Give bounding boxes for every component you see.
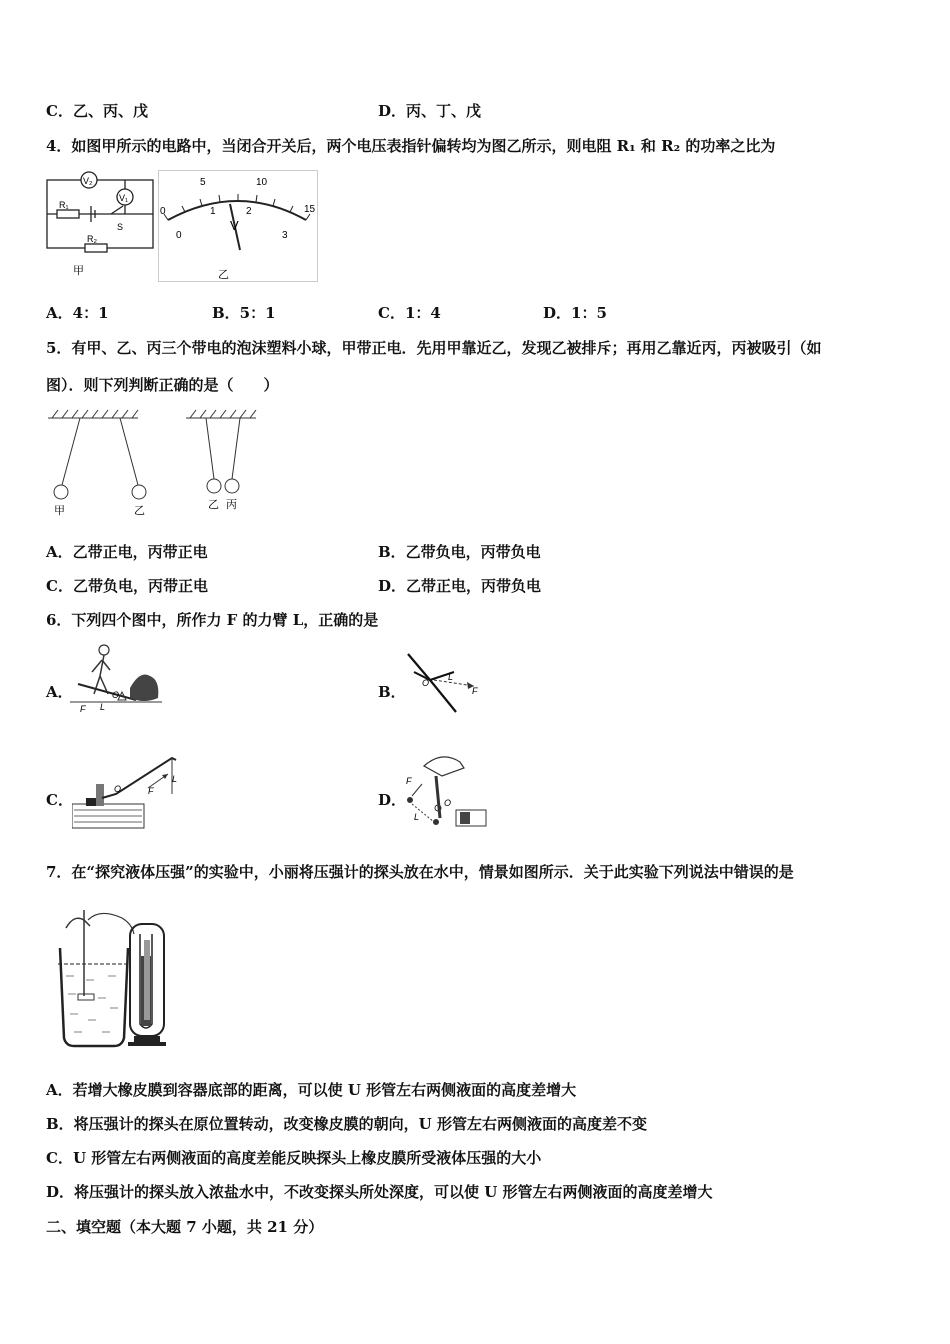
fig-c-l: L	[172, 774, 178, 784]
q6-option-a-label: A．	[46, 683, 73, 701]
fig-jia-caption: 甲	[73, 265, 84, 277]
q7-stem: 7．在“探究液体压强”的实验中，小丽将压强计的探头放在水中，情景如图所示．关于此实验下列说法中错误的是	[46, 863, 794, 881]
switch-label: S	[117, 222, 124, 232]
fig-b-o: O	[422, 678, 430, 688]
fig-c-o: O	[114, 784, 122, 794]
q4-option-c: C．1：4	[378, 304, 441, 322]
q4-option-a: A．4：1	[46, 304, 109, 322]
top-tick-10: 10	[256, 177, 268, 188]
q6-option-d-label: D．	[378, 791, 407, 809]
q6-figure-a-lever-rock	[70, 642, 162, 714]
top-tick-5: 5	[200, 177, 206, 188]
bottom-tick-0: 0	[176, 230, 182, 241]
fig-d-l: L	[414, 812, 420, 822]
fig-a-o: O	[112, 690, 120, 700]
q7-option-d: D．将压强计的探头放入浓盐水中，不改变探头所处深度，可以使 U 形管左右两侧液面的高度差增大	[46, 1183, 713, 1201]
q7-option-c: C．U 形管左右两侧液面的高度差能反映探头上橡皮膜所受液体压强的大小	[46, 1149, 542, 1167]
q6-stem: 6．下列四个图中，所作力 F 的力臂 L，正确的是	[46, 611, 379, 629]
q4-circuit-figure	[45, 170, 157, 282]
q7-option-b: B．将压强计的探头在原位置转动，改变橡皮膜的朝向，U 形管左右两侧液面的高度差不变	[46, 1115, 647, 1133]
fig-b-l: L	[448, 672, 454, 682]
bottom-tick-3: 3	[282, 230, 288, 241]
q6-figure-d-faucet	[402, 748, 490, 832]
v2-label: V₂	[83, 176, 93, 186]
q4-stem: 4．如图甲所示的电路中，当闭合开关后，两个电压表指针偏转均为图乙所示，则电阻 R₁ 和 R₂ 的功率之比为	[46, 137, 776, 155]
fig-d-f: F	[406, 776, 412, 786]
fig-a-f: F	[80, 704, 86, 714]
q7-option-a: A．若增大橡皮膜到容器底部的距离，可以使 U 形管左右两侧液面的高度差增大	[46, 1081, 577, 1099]
v1-label: V₁	[119, 193, 129, 203]
q5-option-a: A．乙带正电，丙带正电	[46, 543, 208, 561]
fig-d-o: O	[444, 798, 452, 808]
unit-label: V	[230, 218, 239, 233]
q5-stem-line1: 5．有甲、乙、丙三个带电的泡沫塑料小球，甲带正电．先用甲靠近乙，发现乙被排斥；再用乙靠近丙，丙被吸引（如	[46, 339, 822, 357]
fig-c-f: F	[148, 786, 154, 796]
bottom-tick-1: 1	[210, 206, 216, 217]
fig-yi-caption: 乙	[218, 269, 229, 281]
r2-label: R₂	[87, 234, 97, 244]
q5-option-c: C．乙带负电，丙带正电	[46, 577, 208, 595]
q3-option-d: D．丙、丁、戊	[378, 102, 482, 120]
bottom-tick-2: 2	[246, 206, 252, 217]
ball-yi2-label: 乙	[208, 499, 219, 511]
q5-option-b: B．乙带负电，丙带负电	[378, 543, 541, 561]
q6-option-c-label: C．	[46, 791, 73, 809]
top-tick-15: 15	[304, 204, 316, 215]
q5-option-d: D．乙带正电，丙带负电	[378, 577, 542, 595]
q7-pressure-gauge-figure	[52, 904, 170, 1054]
ball-yi-label: 乙	[134, 505, 145, 517]
ball-bing-label: 丙	[226, 499, 237, 511]
q5-charged-balls-figure	[46, 408, 262, 520]
ball-jia-label: 甲	[54, 505, 65, 517]
section-2-title: 二、填空题（本大题 7 小题，共 21 分）	[46, 1218, 324, 1236]
r1-label: R₁	[59, 200, 69, 210]
top-tick-0: 0	[160, 206, 166, 217]
q4-voltmeter-figure	[158, 170, 318, 282]
q6-figure-c-crowbar-nail	[72, 748, 180, 830]
q6-option-b-label: B．	[378, 683, 406, 701]
fig-b-f: F	[472, 686, 478, 696]
q3-option-c: C．乙、丙、戊	[46, 102, 148, 120]
q4-option-b: B．5：1	[212, 304, 276, 322]
q5-stem-line2: 图）．则下列判断正确的是（ ）	[46, 376, 279, 394]
q6-figure-b-pliers	[404, 650, 484, 716]
q4-option-d: D．1：5	[543, 304, 607, 322]
fig-a-l: L	[100, 702, 106, 712]
